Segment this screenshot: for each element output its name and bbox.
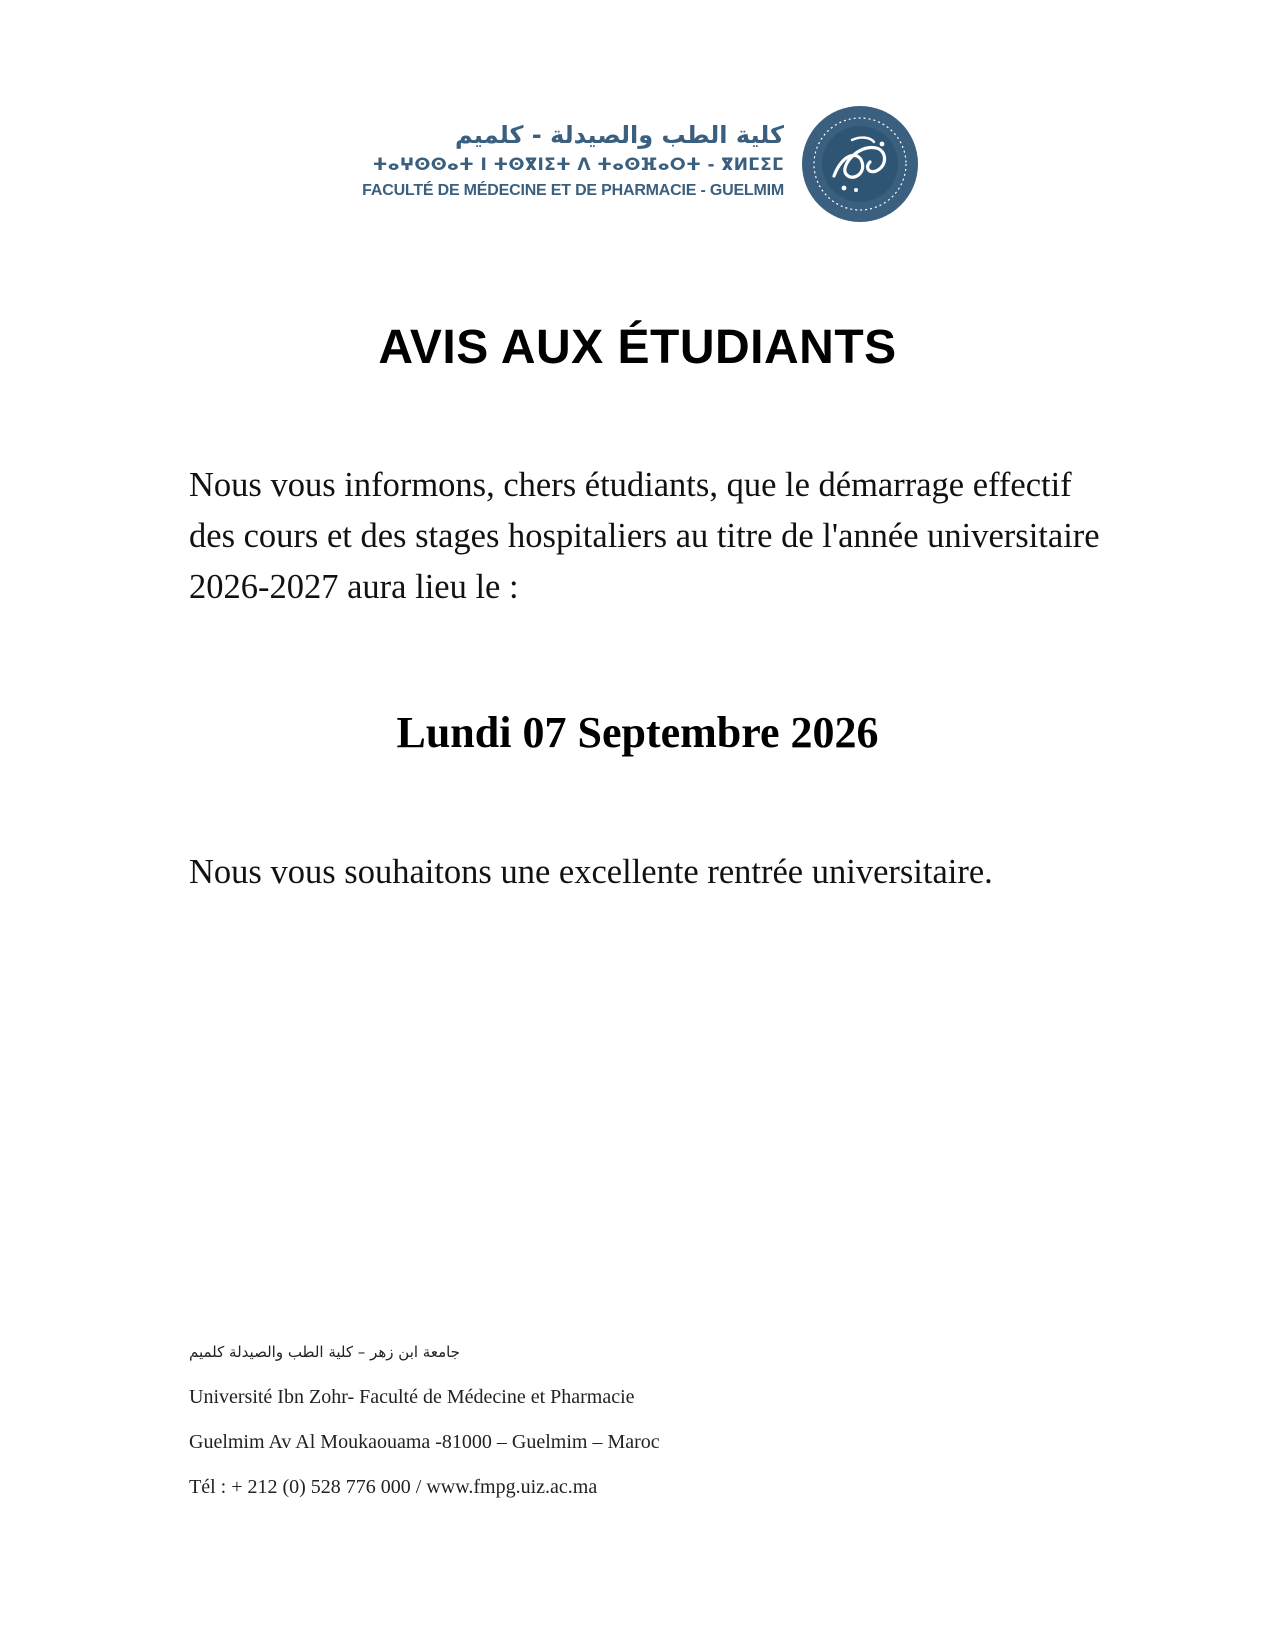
footer-phone-website: Tél : + 212 (0) 528 776 000 / www.fmpg.uiz.ac.ma: [189, 1476, 598, 1498]
faculty-header: [350, 100, 920, 230]
footer-contact-block: [189, 1330, 889, 1510]
faculty-name-french: FACULTÉ DE MÉDECINE ET DE PHARMACIE - GUELMIM: [362, 182, 784, 199]
intro-paragraph: Nous vous informons, chers étudiants, que le démarrage effectif des cours et des stages hospitaliers au titre de l'année universitaire 2026-2027 aura lieu le :: [189, 466, 1100, 606]
closing-paragraph: Nous vous souhaitons une excellente rentrée universitaire.: [189, 853, 993, 891]
university-seal-logo: [800, 104, 920, 224]
faculty-name-arabic: كلية الطب والصيدلة - كلميم: [454, 121, 784, 149]
faculty-name-block: [344, 118, 784, 204]
footer-address: Guelmim Av Al Moukaouama -81000 – Guelmim – Maroc: [189, 1431, 660, 1453]
start-date: Lundi 07 Septembre 2026: [396, 708, 879, 757]
notice-title: AVIS AUX ÉTUDIANTS: [378, 321, 897, 374]
footer-arabic-address: جامعة ابن زهر – كلية الطب والصيدلة كلميم: [189, 1343, 460, 1361]
footer-institution: Université Ibn Zohr- Faculté de Médecine et Pharmacie: [189, 1386, 635, 1408]
faculty-name-tifinagh: ⵜⴰⵖⵙⵙⴰⵜ ⵏ ⵜⵙⴳⵏⵉⵜ ⴷ ⵜⴰⵙⴼⴰⵔⵜ - ⴳⵍⵎⵉⵎ: [372, 155, 784, 175]
